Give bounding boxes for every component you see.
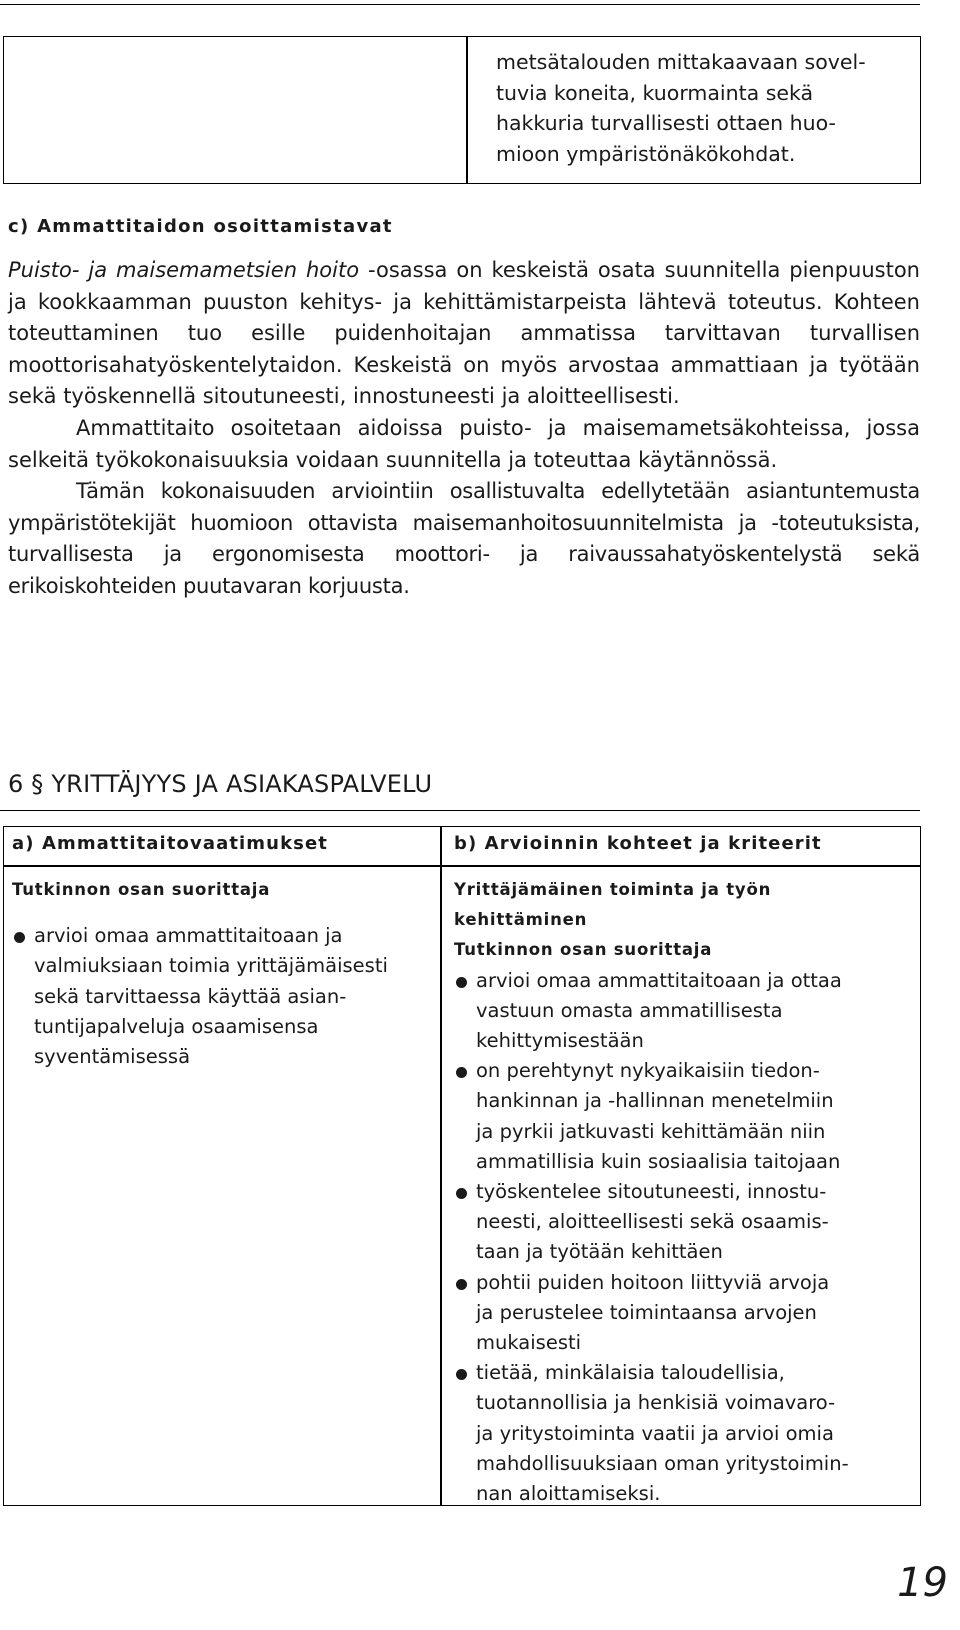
column-a-header: a) Ammattitaitovaatimukset bbox=[12, 833, 328, 854]
column-divider bbox=[440, 827, 442, 1505]
table-divider bbox=[466, 37, 468, 183]
section-6-title: 6 § YRITTÄJYYS JA ASIAKASPALVELU bbox=[8, 770, 433, 798]
text-line: mukaisesti bbox=[476, 1331, 582, 1355]
column-b-heading: Yrittäjämäinen toiminta ja työn bbox=[454, 880, 772, 899]
paragraph-text: -osassa on keskeistä osata suunnitella pienpuuston ja kookkaamman puuston kehitys- ja kehittämistarpeista lähtevä toteutus. Kohteen toteuttaminen tuo esille puidenhoitajan ammatissa tarvittavan turvallisen moottorisahatyöskentelytaidon. Keskeistä on myös arvostaa ammattiaan ja työtään sekä työskennellä sitoutuneesti, innostuneesti ja aloitteellisesti. bbox=[8, 258, 920, 409]
text-line: kehittymisestään bbox=[476, 1029, 644, 1053]
text-line: ja perustelee toimintaansa arvojen bbox=[476, 1300, 817, 1324]
column-b-subheading: Tutkinnon osan suorittaja bbox=[454, 940, 713, 960]
text-line: neesti, aloitteellisesti sekä osaamis- bbox=[476, 1210, 829, 1234]
list-item bbox=[454, 1358, 904, 1509]
text-line: tuntijapalveluja osaamisensa bbox=[34, 1014, 319, 1038]
column-a-list bbox=[12, 921, 432, 1072]
column-b-list bbox=[454, 966, 904, 1510]
text-line: nan aloittamiseksi. bbox=[476, 1482, 661, 1506]
text-line: työskentelee sitoutuneesti, innostu- bbox=[476, 1180, 827, 1204]
paragraph bbox=[8, 255, 920, 413]
text-line: tietää, minkälaisia taloudellisia, bbox=[476, 1361, 785, 1385]
text-line: sekä tarvittaessa käyttää asian- bbox=[34, 984, 347, 1008]
section-c-body bbox=[8, 255, 920, 603]
text-line: on perehtynyt nykyaikaisiin tiedon- bbox=[476, 1059, 820, 1083]
text-line: tuvia koneita, kuormainta sekä bbox=[496, 80, 814, 105]
column-b-header: b) Arvioinnin kohteet ja kriteerit bbox=[454, 833, 822, 854]
text-line: metsätalouden mittakaavaan sovel- bbox=[496, 50, 866, 74]
text-line: valmiuksiaan toimia yrittäjämäisesti bbox=[34, 954, 388, 978]
section-c-heading: c) Ammattitaidon osoittamistavat bbox=[8, 216, 393, 237]
page-number: 19 bbox=[897, 1560, 948, 1606]
list-item bbox=[454, 1056, 904, 1177]
paragraph: Ammattitaito osoitetaan aidoissa puisto- ja maisemametsäkohteissa, jossa selkeitä työkokonaisuuksia voidaan suunnitella ja toteuttaa käytännössä. bbox=[8, 415, 920, 472]
text-line: hakkuria turvallisesti ottaen huo- bbox=[496, 111, 836, 135]
text-line: ammatillisia kuin sosiaalisia taitojaan bbox=[476, 1149, 841, 1173]
text-line: mioon ympäristönäkökohdat. bbox=[496, 141, 796, 166]
list-item bbox=[454, 1177, 904, 1268]
text-line: ja yritystoiminta vaatii ja arvioi omia bbox=[476, 1421, 834, 1445]
column-b-heading: kehittäminen bbox=[454, 910, 588, 930]
text-line: pohtii puiden hoitoon liittyviä arvoja bbox=[476, 1270, 830, 1294]
list-item bbox=[454, 966, 904, 1057]
column-a-subheading: Tutkinnon osan suorittaja bbox=[12, 880, 271, 899]
text-line: tuotannollisia ja henkisiä voimavaro- bbox=[476, 1391, 836, 1415]
requirements-table bbox=[3, 826, 921, 1506]
text-line: syventämisessä bbox=[34, 1045, 191, 1069]
text-line: arvioi omaa ammattitaitoaan ja bbox=[34, 924, 343, 948]
text-line: vastuun omasta ammatillisesta bbox=[476, 998, 783, 1022]
header-divider bbox=[4, 865, 920, 867]
italic-term: Puisto- ja maisemametsien hoito bbox=[8, 258, 360, 282]
text-line: mahdollisuuksiaan oman yritystoimin- bbox=[476, 1451, 849, 1475]
text-line: ja pyrkii jatkuvasti kehittämään niin bbox=[476, 1119, 826, 1143]
paragraph: Tämän kokonaisuuden arviointiin osallistuvalta edellytetään asiantuntemusta ympäristötekijät huomioon ottavista maisemanhoitosuunnitelmista ja -toteutuksista, turvallisesta ja ergonomisesta moottori- ja raivaussahatyöskentelystä sekä erikoiskohteiden puutavaran korjuusta. bbox=[8, 479, 920, 598]
list-item bbox=[454, 1268, 904, 1359]
column-a bbox=[12, 875, 432, 1072]
list-item bbox=[12, 921, 432, 1072]
text-line: taan ja työtään kehittäen bbox=[476, 1240, 723, 1264]
continuation-cell bbox=[496, 47, 896, 169]
text-line: hankinnan ja -hallinnan menetelmiin bbox=[476, 1089, 834, 1113]
column-b bbox=[454, 875, 904, 1509]
top-rule bbox=[0, 4, 920, 5]
continuation-table bbox=[3, 36, 921, 184]
section-rule bbox=[0, 810, 920, 811]
text-line: arvioi omaa ammattitaitoaan ja ottaa bbox=[476, 968, 842, 992]
